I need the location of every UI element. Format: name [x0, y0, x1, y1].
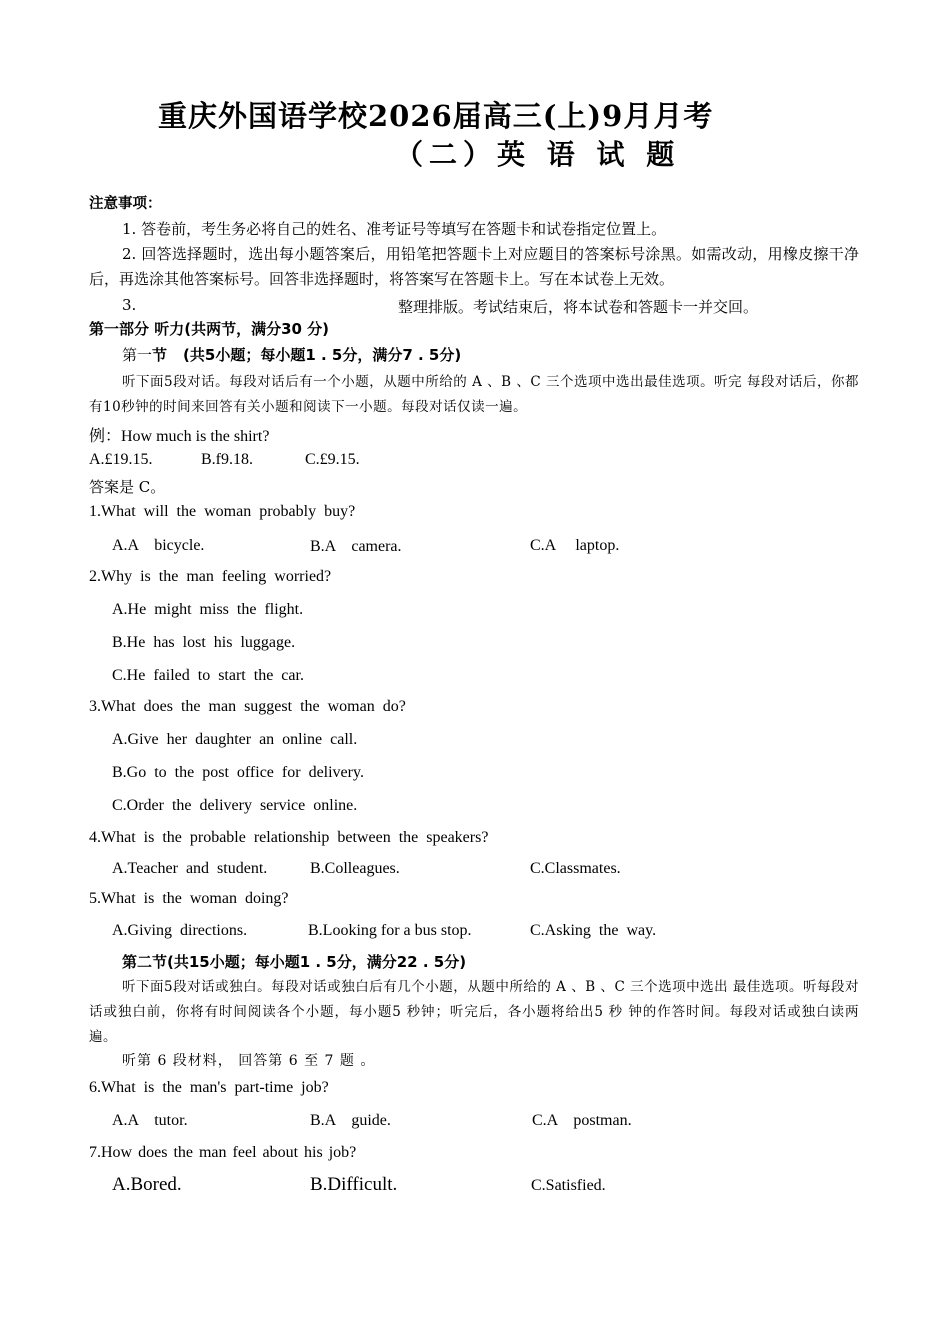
section1-heading-prefix: 第一 [122, 346, 153, 364]
example-answer: 答案是 C。 [89, 478, 166, 496]
notes-item-2: 2. 回答选择题时，选出每小题答案后，用铅笔把答题卡上对应题目的答案标号涂黑。如需改动，用橡皮擦干净后，再选涂其他答案标号。回答非选择题时，将答案写在答题卡上。写在本试卷上无效。 [89, 245, 859, 288]
q7-option-c: C.Satisfied. [531, 1177, 606, 1194]
q4-option-c: C.Classmates. [530, 860, 621, 877]
question-6: 6.What is the man's part-time job? [89, 1079, 329, 1096]
section1-heading [122, 344, 461, 365]
q2-option-b: B.He has lost his luggage. [112, 634, 296, 651]
q2-option-a: A.He might miss the flight. [112, 601, 304, 618]
example-option-b: B.f9.18. [201, 451, 253, 468]
example-option-a: A.£19.15. [89, 451, 153, 468]
question-2: 2.Why is the man feeling worried? [89, 568, 332, 585]
q7-option-b: B.Difficult. [310, 1174, 398, 1195]
notes-item-1: 1. 答卷前，考生务必将自己的姓名、准考证号等填写在答题卡和试卷指定位置上。 [122, 220, 667, 238]
part1-heading: 第一部分 听力(共两节，满分30 分) [89, 320, 330, 338]
q2-option-c: C.He failed to start the car. [112, 667, 304, 684]
question-5: 5.What is the woman doing? [89, 890, 289, 907]
q3-option-c: C.Order the delivery service online. [112, 797, 358, 814]
section1-heading-rest: (共5小题；每小题1 . 5分，满分7 . 5分) [183, 346, 462, 364]
question-1: 1.What will the woman probably buy? [89, 503, 356, 520]
q6-option-b: B.A guide. [310, 1112, 391, 1129]
q1-option-a: A.A bicycle. [112, 537, 205, 554]
section1-instructions: 听下面5段对话。每段对话后有一个小题，从题中所给的 A 、B 、C 三个选项中选出最佳选项。听完 每段对话后，你都有10秒钟的时间来回答有关小题和阅读下一小题。每段对话仅读一遍。 [89, 374, 859, 415]
page-title: 重庆外国语学校2026届高三(上)9月月考 [158, 99, 714, 133]
q7-option-a: A.Bored. [112, 1174, 182, 1195]
example-question: 例：How much is the shirt? [89, 428, 270, 445]
q3-option-a: A.Give her daughter an online call. [112, 731, 358, 748]
q5-option-b: B.Looking for a bus stop. [308, 922, 472, 939]
question-4: 4.What is the probable relationship between the speakers? [89, 829, 489, 846]
question-7: 7.How does the man feel about his job? [89, 1144, 357, 1161]
section2-material-note: 听第 6 段材料， 回答第 6 至 7 题 。 [122, 1053, 376, 1069]
page-subtitle: （二）英 语 试 题 [395, 138, 681, 171]
section2-heading: 第二节(共15小题；每小题1 . 5分，满分22 . 5分) [122, 953, 467, 971]
notes-item-3-number: 3. [122, 296, 137, 314]
q1-option-c: C.A laptop. [530, 537, 620, 554]
q4-option-b: B.Colleagues. [310, 860, 400, 877]
section1-heading-bold: 节 [152, 346, 168, 364]
q5-option-c: C.Asking the way. [530, 922, 657, 939]
q1-option-b: B.A camera. [310, 538, 402, 555]
q4-option-a: A.Teacher and student. [112, 860, 268, 877]
section2-instructions: 听下面5段对话或独白。每段对话或独白后有几个小题，从题中所给的 A 、B 、C 三个选项中选出 最佳选项。听每段对话或独白前，你将有时间阅读各个小题，每小题5 秒钟；听完后，各小题将给出5 秒 钟的作答时间。每段对话或独白读两遍。 [89, 979, 859, 1045]
q6-option-a: A.A tutor. [112, 1112, 188, 1129]
notes-item-3-text: 整理排版。考试结束后，将本试卷和答题卡一并交回。 [398, 298, 759, 316]
example-option-c: C.£9.15. [305, 451, 360, 468]
notes-heading: 注意事项： [89, 196, 162, 212]
question-3: 3.What does the man suggest the woman do? [89, 698, 406, 715]
q3-option-b: B.Go to the post office for delivery. [112, 764, 364, 781]
q5-option-a: A.Giving directions. [112, 922, 248, 939]
q6-option-c: C.A postman. [532, 1112, 632, 1129]
